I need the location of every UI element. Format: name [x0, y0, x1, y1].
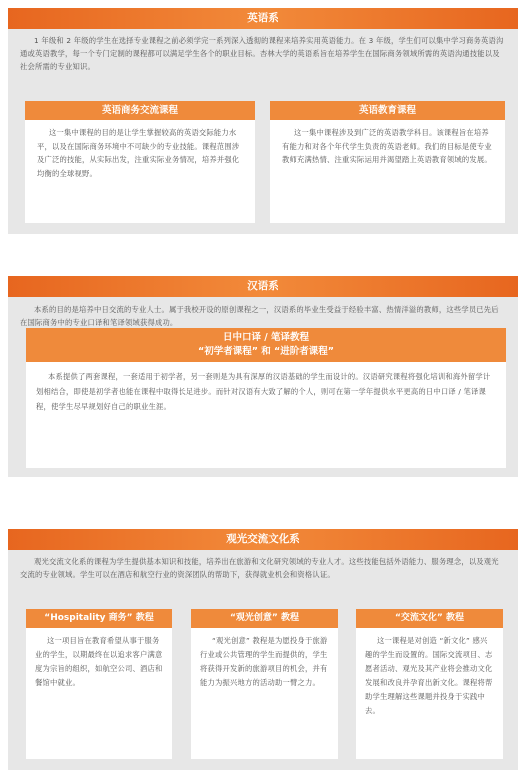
tourism-creative-card-body: “观光创意” 教程是为愿投身于旅游行业或公共管理的学生而提供的，学生将获得开发新的旅游项目的机会，并有能力为振兴地方的活动助一臂之力。	[200, 636, 328, 687]
chinese-section-title: 汉语系	[8, 276, 518, 297]
interpreting-card-header	[26, 328, 506, 362]
culture-exchange-card-title: “交流文化” 教程	[356, 609, 503, 628]
tourism-section	[8, 529, 518, 770]
hospitality-card	[26, 609, 172, 759]
tourism-intro: 观光交流文化系的课程为学生提供基本知识和技能，培养出在旅游和文化研究领域的专业人才。这些技能包括外语能力、服务理念，以及观光交流的专业领域。学生可以在酒店和航空行业的资深团队的帮助下，获得就业机会和资格认证。	[20, 557, 499, 579]
culture-exchange-card	[356, 609, 503, 759]
english-section-title: 英语系	[8, 8, 518, 29]
hospitality-card-body: 这一项目旨在教育希望从事于服务业的学生，以期最终在以追求客户满意度为宗旨的组织，如航空公司、酒店和餐馆中就业。	[35, 636, 163, 687]
tourism-section-title: 观光交流文化系	[8, 529, 518, 550]
english-business-card-title: 英语商务交流课程	[25, 101, 255, 120]
english-business-card-body: 这一集中课程的目的是让学生掌握较高的英语交际能力水平，以及在国际商务环境中不可缺少的专业技能。课程范围涉及广泛的技能，从实际出发，注重实际业务情况，培养并强化均衡的全球视野。	[37, 128, 240, 178]
tourism-creative-card	[191, 609, 338, 759]
tourism-creative-card-title: “观光创意” 教程	[191, 609, 338, 628]
interpreting-card-title: 日中口译 / 笔译教程	[222, 332, 310, 343]
english-education-card-title: 英语教育课程	[270, 101, 505, 120]
hospitality-card-title: “Hospitality 商务” 教程	[26, 609, 172, 628]
interpreting-card-body: 本系提供了两套课程，一套适用于初学者，另一套则是为具有深厚的汉语基础的学生而设计的。汉语研究课程将强化培训和海外留学计划相结合，即使是初学者也能在课程中取得长足进步。而针对汉语有大致了解的个人，则可在第一学年提供水平更高的日中口译 / 笔译课程，使学生尽早规划好自己的职业生涯。	[36, 372, 491, 411]
english-education-card-body: 这一集中课程涉及到广泛的英语教学科目。该课程旨在培养有能力和对各个年代学生负责的英语老师。我们的目标是使专业教师充满热情、注重实际运用并渴望踏上英语教育领域的发展。	[282, 128, 492, 164]
english-business-card	[25, 101, 255, 223]
interpreting-card	[26, 328, 506, 468]
english-education-card	[270, 101, 505, 223]
chinese-intro: 本系的目的是培养中日交流的专业人士。属于我校开设的原创课程之一，汉语系的毕业生受益于经验丰富、热情洋溢的教师，这些学员已先后在国际商务中的专业口译和笔译领域获得成功。	[20, 305, 499, 327]
interpreting-card-subtitle: “初学者课程” 和 “进阶者课程”	[197, 346, 335, 357]
english-section	[8, 8, 518, 234]
culture-exchange-card-body: 这一课程是对创造 “新文化” 感兴趣的学生而设置的。国际交流项目、志愿者活动、观光及其产业将会推动文化发展和改良并孕育出新文化。课程将帮助学生理解这些课题并投身于实践中去。	[365, 636, 493, 715]
chinese-section	[8, 276, 518, 477]
english-intro: 1 年级和 2 年级的学生在选择专业课程之前必须学完一系列深入透彻的课程来培养实用英语能力。在 3 年级，学生们可以集中学习商务英语沟通或英语教学，每一个专门定制的课程都可以满足学生各个的职业目标。杏林大学的英语系旨在培养学生在国际商务领域所需的英语沟通技能以及社会所需的专业知识。	[20, 36, 504, 71]
